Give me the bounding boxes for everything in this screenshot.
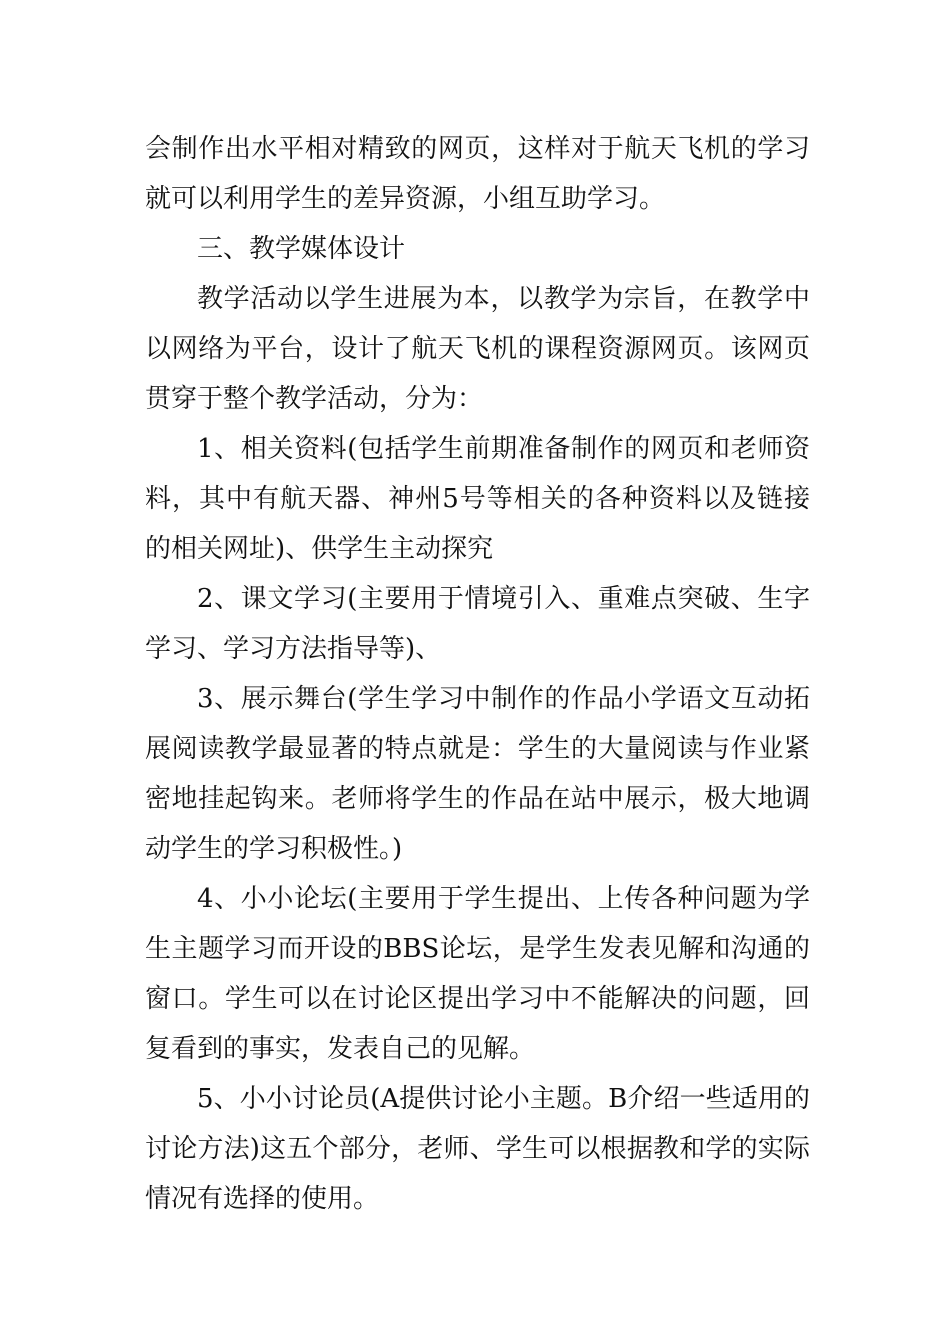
document-body [145,124,810,1224]
list-item-5-discussion: 5、小小讨论员(A提供讨论小主题。B介绍一些适用的讨论方法)这五个部分，老师、学生可以根据教和学的实际情况有选择的使用。 [145,1084,810,1214]
section-heading-media-design: 三、教学媒体设计 [197,234,406,264]
list-item-2-text-study: 2、课文学习(主要用于情境引入、重难点突破、生字学习、学习方法指导等)、 [145,584,810,664]
list-item-1-related-materials: 1、相关资料(包括学生前期准备制作的网页和老师资料，其中有航天器、神州5号等相关的各种资料以及链接的相关网址)、供学生主动探究 [145,434,810,564]
paragraph-continuation: 会制作出水平相对精致的网页，这样对于航天飞机的学习就可以利用学生的差异资源，小组互助学习。 [145,134,810,214]
list-item-4-forum: 4、小小论坛(主要用于学生提出、上传各种问题为学生主题学习而开设的BBS论坛，是学生发表见解和沟通的窗口。学生可以在讨论区提出学习中不能解决的问题，回复看到的事实，发表自己的见解。 [145,884,810,1064]
paragraph-intro: 教学活动以学生进展为本，以教学为宗旨，在教学中以网络为平台，设计了航天飞机的课程资源网页。该网页贯穿于整个教学活动，分为： [145,284,810,414]
list-item-3-showcase: 3、展示舞台(学生学习中制作的作品小学语文互动拓展阅读教学最显著的特点就是：学生的大量阅读与作业紧密地挂起钩来。老师将学生的作品在站中展示，极大地调动学生的学习积极性。) [145,684,810,864]
